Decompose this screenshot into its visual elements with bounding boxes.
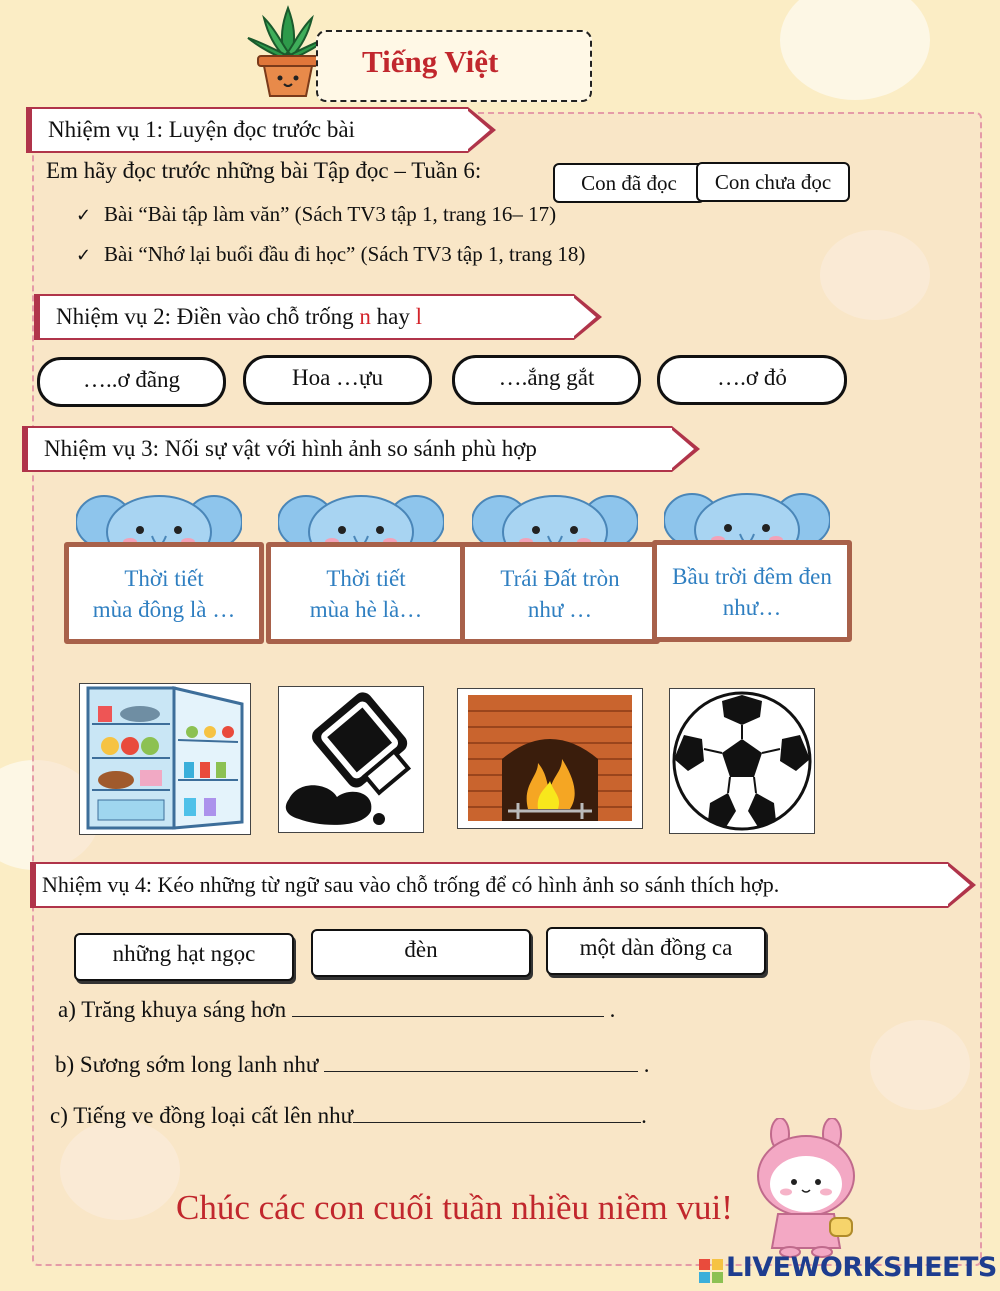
closing-greeting: Chúc các con cuối tuần nhiều niềm vui! [176,1188,733,1227]
card-line: Thời tiết [124,566,204,591]
match-card[interactable] [652,490,852,640]
mission-3-banner [26,426,672,472]
card-line: Bầu trời đêm đen [672,564,832,589]
fireplace-image[interactable] [457,688,643,829]
answer-blank[interactable] [292,996,604,1017]
not-read-option-button[interactable]: Con chưa đọc [696,162,850,202]
mission-2-label: Nhiệm vụ 2: Điền vào chỗ trống n hay l [56,304,423,329]
page-title: Tiếng Việt [362,44,499,79]
drag-word-tile[interactable]: một dàn đồng ca [546,927,766,975]
card-line: mùa đông là … [92,597,236,622]
drag-word-tile[interactable]: những hạt ngọc [74,933,294,981]
letter-l: l [415,304,423,329]
reading-item: ✓ Bài “Nhớ lại buổi đầu đi học” (Sách TV3 tập 1, trang 18) [76,242,586,266]
match-card[interactable] [266,492,466,642]
fill-blank-input[interactable]: Hoa …ựu [243,355,432,405]
ink-bottle-image[interactable] [278,686,424,833]
match-card[interactable] [64,492,264,642]
card-line: như … [527,597,593,622]
answer-blank[interactable] [324,1051,638,1072]
sentence-b: b) Sương sớm long lanh như . [55,1052,650,1077]
fill-blank-input[interactable]: …..ơ đãng [37,357,226,407]
liveworksheets-logo-icon [699,1259,723,1283]
fill-blank-input[interactable]: ….ơ đỏ [657,355,847,405]
checkmark-icon: ✓ [76,245,92,266]
background-flower [780,0,930,100]
mission-3-label: Nhiệm vụ 3: Nối sự vật với hình ảnh so sánh phù hợp [44,436,537,461]
reading-item: ✓ Bài “Bài tập làm văn” (Sách TV3 tập 1, trang 16– 17) [76,202,557,226]
mission-2-banner [38,294,574,340]
letter-n: n [359,304,371,329]
mission-4-label: Nhiệm vụ 4: Kéo những từ ngữ sau vào chỗ trống để có hình ảnh so sánh thích hợp. [42,872,780,897]
card-line: Trái Đất tròn [500,566,620,591]
read-option-button[interactable]: Con đã đọc [553,163,705,203]
mission-1-instruction: Em hãy đọc trước những bài Tập đọc – Tuần 6: [46,158,482,183]
bunny-girl-icon [752,1118,862,1258]
answer-blank[interactable] [353,1102,641,1123]
match-card[interactable] [460,492,660,642]
sentence-a: a) Trăng khuya sáng hơn . [58,997,616,1022]
sentence-c: c) Tiếng ve đồng loại cất lên như . [50,1103,647,1128]
soccer-ball-image[interactable] [669,688,815,834]
drag-word-tile[interactable]: đèn [311,929,531,977]
fill-blank-input[interactable]: ….ắng gắt [452,355,641,405]
mission-1-banner [30,107,468,153]
mission-4-banner [34,862,948,908]
card-line: Thời tiết [326,566,406,591]
checkmark-icon: ✓ [76,205,92,226]
refrigerator-image[interactable] [79,683,251,835]
card-line: mùa hè là… [309,597,423,622]
card-line: như… [722,595,782,620]
mission-1-label: Nhiệm vụ 1: Luyện đọc trước bài [48,117,355,142]
liveworksheets-brand: LIVEWORKSHEETS [726,1252,997,1283]
